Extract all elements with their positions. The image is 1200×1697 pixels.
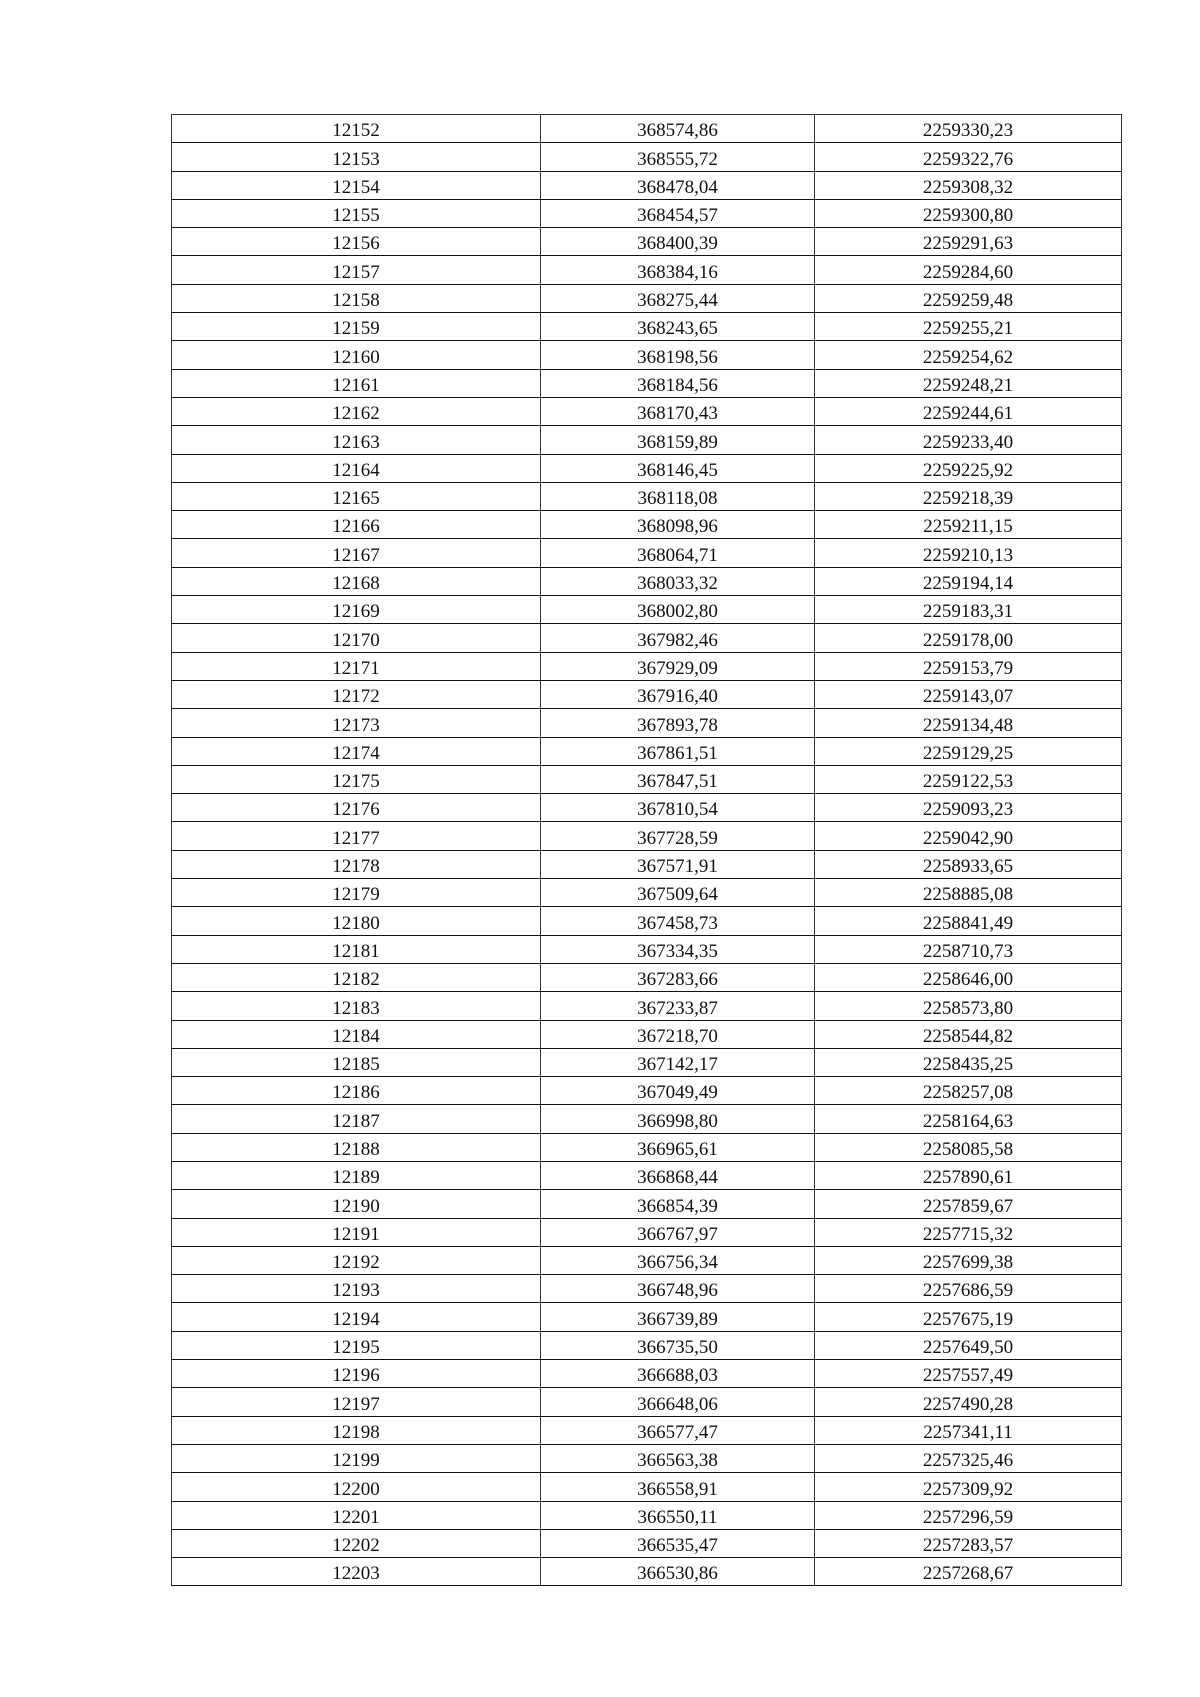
y-coordinate-cell: 2259308,32 — [815, 171, 1122, 199]
x-coordinate-cell: 368400,39 — [541, 228, 815, 256]
table-row — [172, 850, 1122, 878]
table-row — [172, 652, 1122, 680]
coordinate-table-body — [172, 115, 1122, 1586]
x-coordinate-cell: 367283,66 — [541, 963, 815, 991]
y-coordinate-cell: 2258257,08 — [815, 1077, 1122, 1105]
point-number-cell: 12203 — [172, 1558, 541, 1586]
y-coordinate-cell: 2258646,00 — [815, 963, 1122, 991]
x-coordinate-cell: 367334,35 — [541, 935, 815, 963]
x-coordinate-cell: 366735,50 — [541, 1331, 815, 1359]
table-row — [172, 879, 1122, 907]
point-number-cell: 12199 — [172, 1444, 541, 1472]
point-number-cell: 12181 — [172, 935, 541, 963]
y-coordinate-cell: 2259194,14 — [815, 567, 1122, 595]
point-number-cell: 12195 — [172, 1331, 541, 1359]
table-row — [172, 737, 1122, 765]
x-coordinate-cell: 366530,86 — [541, 1558, 815, 1586]
y-coordinate-cell: 2258841,49 — [815, 907, 1122, 935]
point-number-cell: 12186 — [172, 1077, 541, 1105]
x-coordinate-cell: 368170,43 — [541, 397, 815, 425]
table-row — [172, 1444, 1122, 1472]
y-coordinate-cell: 2259284,60 — [815, 256, 1122, 284]
x-coordinate-cell: 368198,56 — [541, 341, 815, 369]
x-coordinate-cell: 367929,09 — [541, 652, 815, 680]
y-coordinate-cell: 2259225,92 — [815, 454, 1122, 482]
y-coordinate-cell: 2259255,21 — [815, 313, 1122, 341]
point-number-cell: 12156 — [172, 228, 541, 256]
point-number-cell: 12192 — [172, 1246, 541, 1274]
y-coordinate-cell: 2259233,40 — [815, 426, 1122, 454]
x-coordinate-cell: 366854,39 — [541, 1190, 815, 1218]
point-number-cell: 12159 — [172, 313, 541, 341]
table-row — [172, 539, 1122, 567]
table-row — [172, 256, 1122, 284]
x-coordinate-cell: 366688,03 — [541, 1360, 815, 1388]
x-coordinate-cell: 368454,57 — [541, 199, 815, 227]
y-coordinate-cell: 2259248,21 — [815, 369, 1122, 397]
table-row — [172, 1190, 1122, 1218]
table-row — [172, 313, 1122, 341]
y-coordinate-cell: 2259254,62 — [815, 341, 1122, 369]
x-coordinate-cell: 366577,47 — [541, 1416, 815, 1444]
point-number-cell: 12187 — [172, 1105, 541, 1133]
table-row — [172, 596, 1122, 624]
x-coordinate-cell: 366748,96 — [541, 1275, 815, 1303]
x-coordinate-cell: 367218,70 — [541, 1020, 815, 1048]
x-coordinate-cell: 366563,38 — [541, 1444, 815, 1472]
x-coordinate-cell: 367571,91 — [541, 850, 815, 878]
table-row — [172, 426, 1122, 454]
point-number-cell: 12172 — [172, 680, 541, 708]
table-row — [172, 1105, 1122, 1133]
table-row — [172, 171, 1122, 199]
x-coordinate-cell: 368159,89 — [541, 426, 815, 454]
point-number-cell: 12168 — [172, 567, 541, 595]
table-row — [172, 1303, 1122, 1331]
table-row — [172, 369, 1122, 397]
x-coordinate-cell: 367861,51 — [541, 737, 815, 765]
y-coordinate-cell: 2257325,46 — [815, 1444, 1122, 1472]
point-number-cell: 12157 — [172, 256, 541, 284]
y-coordinate-cell: 2257675,19 — [815, 1303, 1122, 1331]
point-number-cell: 12198 — [172, 1416, 541, 1444]
point-number-cell: 12155 — [172, 199, 541, 227]
x-coordinate-cell: 366558,91 — [541, 1473, 815, 1501]
y-coordinate-cell: 2259330,23 — [815, 115, 1122, 143]
table-row — [172, 1077, 1122, 1105]
y-coordinate-cell: 2259042,90 — [815, 822, 1122, 850]
x-coordinate-cell: 367049,49 — [541, 1077, 815, 1105]
point-number-cell: 12196 — [172, 1360, 541, 1388]
point-number-cell: 12200 — [172, 1473, 541, 1501]
table-row — [172, 1529, 1122, 1557]
table-row — [172, 794, 1122, 822]
table-row — [172, 1048, 1122, 1076]
table-row — [172, 709, 1122, 737]
table-row — [172, 1388, 1122, 1416]
y-coordinate-cell: 2257699,38 — [815, 1246, 1122, 1274]
x-coordinate-cell: 367233,87 — [541, 992, 815, 1020]
x-coordinate-cell: 368064,71 — [541, 539, 815, 567]
table-row — [172, 341, 1122, 369]
x-coordinate-cell: 368098,96 — [541, 511, 815, 539]
point-number-cell: 12182 — [172, 963, 541, 991]
point-number-cell: 12180 — [172, 907, 541, 935]
x-coordinate-cell: 368384,16 — [541, 256, 815, 284]
table-row — [172, 1275, 1122, 1303]
table-row — [172, 454, 1122, 482]
x-coordinate-cell: 368184,56 — [541, 369, 815, 397]
x-coordinate-cell: 368033,32 — [541, 567, 815, 595]
y-coordinate-cell: 2257283,57 — [815, 1529, 1122, 1557]
point-number-cell: 12183 — [172, 992, 541, 1020]
point-number-cell: 12197 — [172, 1388, 541, 1416]
table-row — [172, 1246, 1122, 1274]
x-coordinate-cell: 366767,97 — [541, 1218, 815, 1246]
table-row — [172, 143, 1122, 171]
y-coordinate-cell: 2257309,92 — [815, 1473, 1122, 1501]
table-row — [172, 1416, 1122, 1444]
point-number-cell: 12184 — [172, 1020, 541, 1048]
y-coordinate-cell: 2259244,61 — [815, 397, 1122, 425]
table-row — [172, 1331, 1122, 1359]
x-coordinate-cell: 367142,17 — [541, 1048, 815, 1076]
y-coordinate-cell: 2259291,63 — [815, 228, 1122, 256]
x-coordinate-cell: 368146,45 — [541, 454, 815, 482]
y-coordinate-cell: 2259122,53 — [815, 765, 1122, 793]
x-coordinate-cell: 366535,47 — [541, 1529, 815, 1557]
y-coordinate-cell: 2257686,59 — [815, 1275, 1122, 1303]
x-coordinate-cell: 367893,78 — [541, 709, 815, 737]
y-coordinate-cell: 2259322,76 — [815, 143, 1122, 171]
table-row — [172, 1360, 1122, 1388]
y-coordinate-cell: 2258544,82 — [815, 1020, 1122, 1048]
x-coordinate-cell: 366998,80 — [541, 1105, 815, 1133]
table-row — [172, 482, 1122, 510]
x-coordinate-cell: 366550,11 — [541, 1501, 815, 1529]
point-number-cell: 12202 — [172, 1529, 541, 1557]
y-coordinate-cell: 2259259,48 — [815, 284, 1122, 312]
point-number-cell: 12201 — [172, 1501, 541, 1529]
x-coordinate-cell: 366965,61 — [541, 1133, 815, 1161]
y-coordinate-cell: 2259178,00 — [815, 624, 1122, 652]
point-number-cell: 12179 — [172, 879, 541, 907]
x-coordinate-cell: 368574,86 — [541, 115, 815, 143]
x-coordinate-cell: 366739,89 — [541, 1303, 815, 1331]
table-row — [172, 765, 1122, 793]
y-coordinate-cell: 2259153,79 — [815, 652, 1122, 680]
coordinate-table — [171, 114, 1122, 1586]
x-coordinate-cell: 366868,44 — [541, 1161, 815, 1189]
point-number-cell: 12162 — [172, 397, 541, 425]
point-number-cell: 12189 — [172, 1161, 541, 1189]
table-row — [172, 397, 1122, 425]
point-number-cell: 12185 — [172, 1048, 541, 1076]
x-coordinate-cell: 367728,59 — [541, 822, 815, 850]
y-coordinate-cell: 2259218,39 — [815, 482, 1122, 510]
point-number-cell: 12194 — [172, 1303, 541, 1331]
y-coordinate-cell: 2257341,11 — [815, 1416, 1122, 1444]
x-coordinate-cell: 368555,72 — [541, 143, 815, 171]
table-row — [172, 1161, 1122, 1189]
table-row — [172, 1558, 1122, 1586]
x-coordinate-cell: 368118,08 — [541, 482, 815, 510]
x-coordinate-cell: 367982,46 — [541, 624, 815, 652]
x-coordinate-cell: 366756,34 — [541, 1246, 815, 1274]
x-coordinate-cell: 367458,73 — [541, 907, 815, 935]
point-number-cell: 12178 — [172, 850, 541, 878]
table-row — [172, 1473, 1122, 1501]
point-number-cell: 12154 — [172, 171, 541, 199]
point-number-cell: 12158 — [172, 284, 541, 312]
table-row — [172, 1218, 1122, 1246]
table-row — [172, 935, 1122, 963]
y-coordinate-cell: 2259143,07 — [815, 680, 1122, 708]
y-coordinate-cell: 2257557,49 — [815, 1360, 1122, 1388]
y-coordinate-cell: 2259129,25 — [815, 737, 1122, 765]
point-number-cell: 12174 — [172, 737, 541, 765]
point-number-cell: 12167 — [172, 539, 541, 567]
x-coordinate-cell: 368478,04 — [541, 171, 815, 199]
y-coordinate-cell: 2257859,67 — [815, 1190, 1122, 1218]
x-coordinate-cell: 368243,65 — [541, 313, 815, 341]
y-coordinate-cell: 2259093,23 — [815, 794, 1122, 822]
y-coordinate-cell: 2259211,15 — [815, 511, 1122, 539]
x-coordinate-cell: 367810,54 — [541, 794, 815, 822]
y-coordinate-cell: 2259134,48 — [815, 709, 1122, 737]
point-number-cell: 12161 — [172, 369, 541, 397]
y-coordinate-cell: 2258573,80 — [815, 992, 1122, 1020]
table-row — [172, 1133, 1122, 1161]
point-number-cell: 12191 — [172, 1218, 541, 1246]
point-number-cell: 12193 — [172, 1275, 541, 1303]
point-number-cell: 12164 — [172, 454, 541, 482]
y-coordinate-cell: 2257490,28 — [815, 1388, 1122, 1416]
x-coordinate-cell: 368002,80 — [541, 596, 815, 624]
table-row — [172, 992, 1122, 1020]
point-number-cell: 12166 — [172, 511, 541, 539]
table-row — [172, 115, 1122, 143]
y-coordinate-cell: 2259183,31 — [815, 596, 1122, 624]
table-row — [172, 511, 1122, 539]
point-number-cell: 12176 — [172, 794, 541, 822]
x-coordinate-cell: 367916,40 — [541, 680, 815, 708]
y-coordinate-cell: 2257296,59 — [815, 1501, 1122, 1529]
y-coordinate-cell: 2257890,61 — [815, 1161, 1122, 1189]
y-coordinate-cell: 2258435,25 — [815, 1048, 1122, 1076]
point-number-cell: 12160 — [172, 341, 541, 369]
table-row — [172, 228, 1122, 256]
table-row — [172, 284, 1122, 312]
table-row — [172, 567, 1122, 595]
y-coordinate-cell: 2259300,80 — [815, 199, 1122, 227]
point-number-cell: 12173 — [172, 709, 541, 737]
table-row — [172, 199, 1122, 227]
point-number-cell: 12190 — [172, 1190, 541, 1218]
y-coordinate-cell: 2257268,67 — [815, 1558, 1122, 1586]
y-coordinate-cell: 2257715,32 — [815, 1218, 1122, 1246]
point-number-cell: 12153 — [172, 143, 541, 171]
y-coordinate-cell: 2258085,58 — [815, 1133, 1122, 1161]
x-coordinate-cell: 368275,44 — [541, 284, 815, 312]
y-coordinate-cell: 2258933,65 — [815, 850, 1122, 878]
x-coordinate-cell: 367847,51 — [541, 765, 815, 793]
x-coordinate-cell: 366648,06 — [541, 1388, 815, 1416]
table-row — [172, 822, 1122, 850]
table-row — [172, 1020, 1122, 1048]
y-coordinate-cell: 2258885,08 — [815, 879, 1122, 907]
point-number-cell: 12177 — [172, 822, 541, 850]
point-number-cell: 12170 — [172, 624, 541, 652]
point-number-cell: 12188 — [172, 1133, 541, 1161]
y-coordinate-cell: 2257649,50 — [815, 1331, 1122, 1359]
table-row — [172, 680, 1122, 708]
point-number-cell: 12163 — [172, 426, 541, 454]
y-coordinate-cell: 2259210,13 — [815, 539, 1122, 567]
point-number-cell: 12165 — [172, 482, 541, 510]
point-number-cell: 12171 — [172, 652, 541, 680]
point-number-cell: 12169 — [172, 596, 541, 624]
table-row — [172, 907, 1122, 935]
table-row — [172, 963, 1122, 991]
table-row — [172, 1501, 1122, 1529]
point-number-cell: 12175 — [172, 765, 541, 793]
table-row — [172, 624, 1122, 652]
point-number-cell: 12152 — [172, 115, 541, 143]
x-coordinate-cell: 367509,64 — [541, 879, 815, 907]
y-coordinate-cell: 2258164,63 — [815, 1105, 1122, 1133]
y-coordinate-cell: 2258710,73 — [815, 935, 1122, 963]
